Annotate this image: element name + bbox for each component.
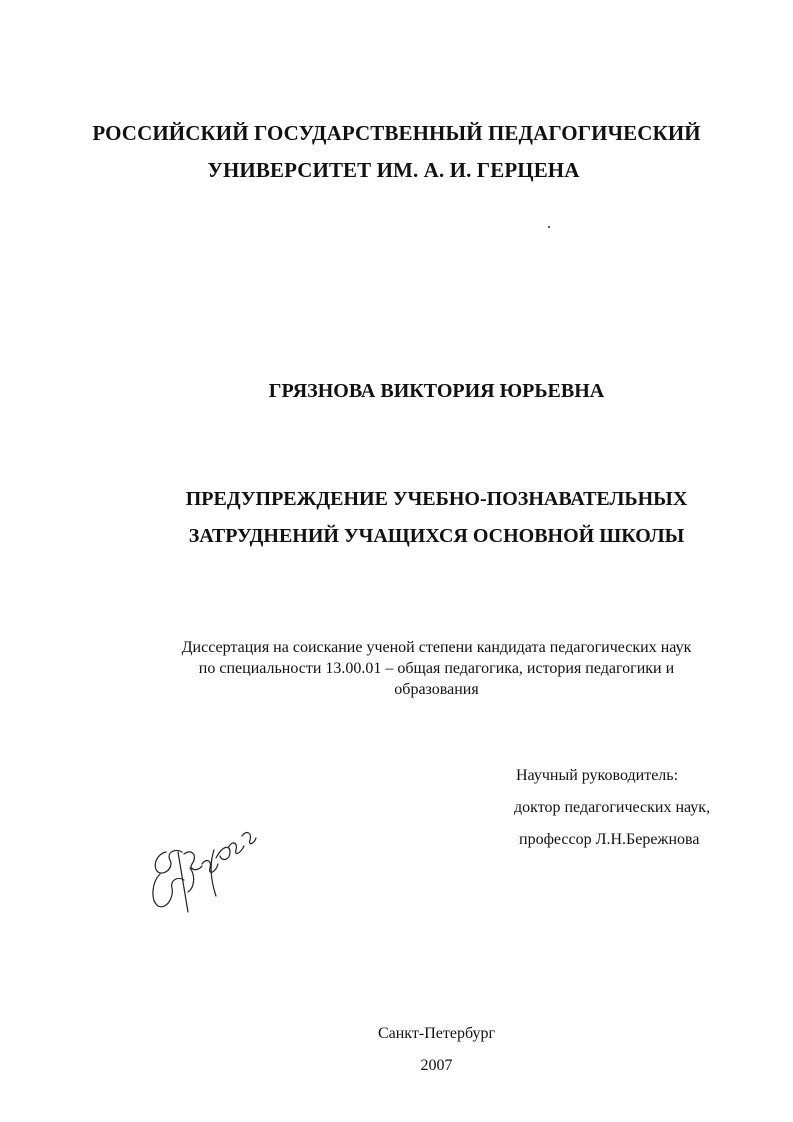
scan-speck (548, 226, 550, 228)
institution-line-2: УНИВЕРСИТЕТ ИМ. А. И. ГЕРЦЕНА (207, 158, 580, 182)
advisor-label: Научный руководитель: (516, 767, 679, 784)
city: Санкт-Петербург (377, 1025, 496, 1042)
handwritten-signature (148, 812, 258, 917)
year: 2007 (420, 1057, 453, 1074)
description-line-3: образования (394, 681, 479, 698)
advisor-name: профессор Л.Н.Бережнова (519, 831, 700, 848)
advisor-degree: доктор педагогических наук, (514, 799, 711, 816)
description-line-1: Диссертация на соискание ученой степени кандидата педагогических наук (181, 639, 692, 656)
dissertation-title-line-2: ЗАТРУДНЕНИЙ УЧАЩИХСЯ ОСНОВНОЙ ШКОЛЫ (188, 525, 685, 547)
author-name: ГРЯЗНОВА ВИКТОРИЯ ЮРЬЕВНА (268, 380, 605, 402)
description-line-2: по специальности 13.00.01 – общая педагогика, история педагогики и (198, 660, 675, 677)
dissertation-title-line-1: ПРЕДУПРЕЖДЕНИЕ УЧЕБНО-ПОЗНАВАТЕЛЬНЫХ (185, 488, 688, 510)
institution-line-1: РОССИЙСКИЙ ГОСУДАРСТВЕННЫЙ ПЕДАГОГИЧЕСКИЙ (92, 121, 701, 145)
